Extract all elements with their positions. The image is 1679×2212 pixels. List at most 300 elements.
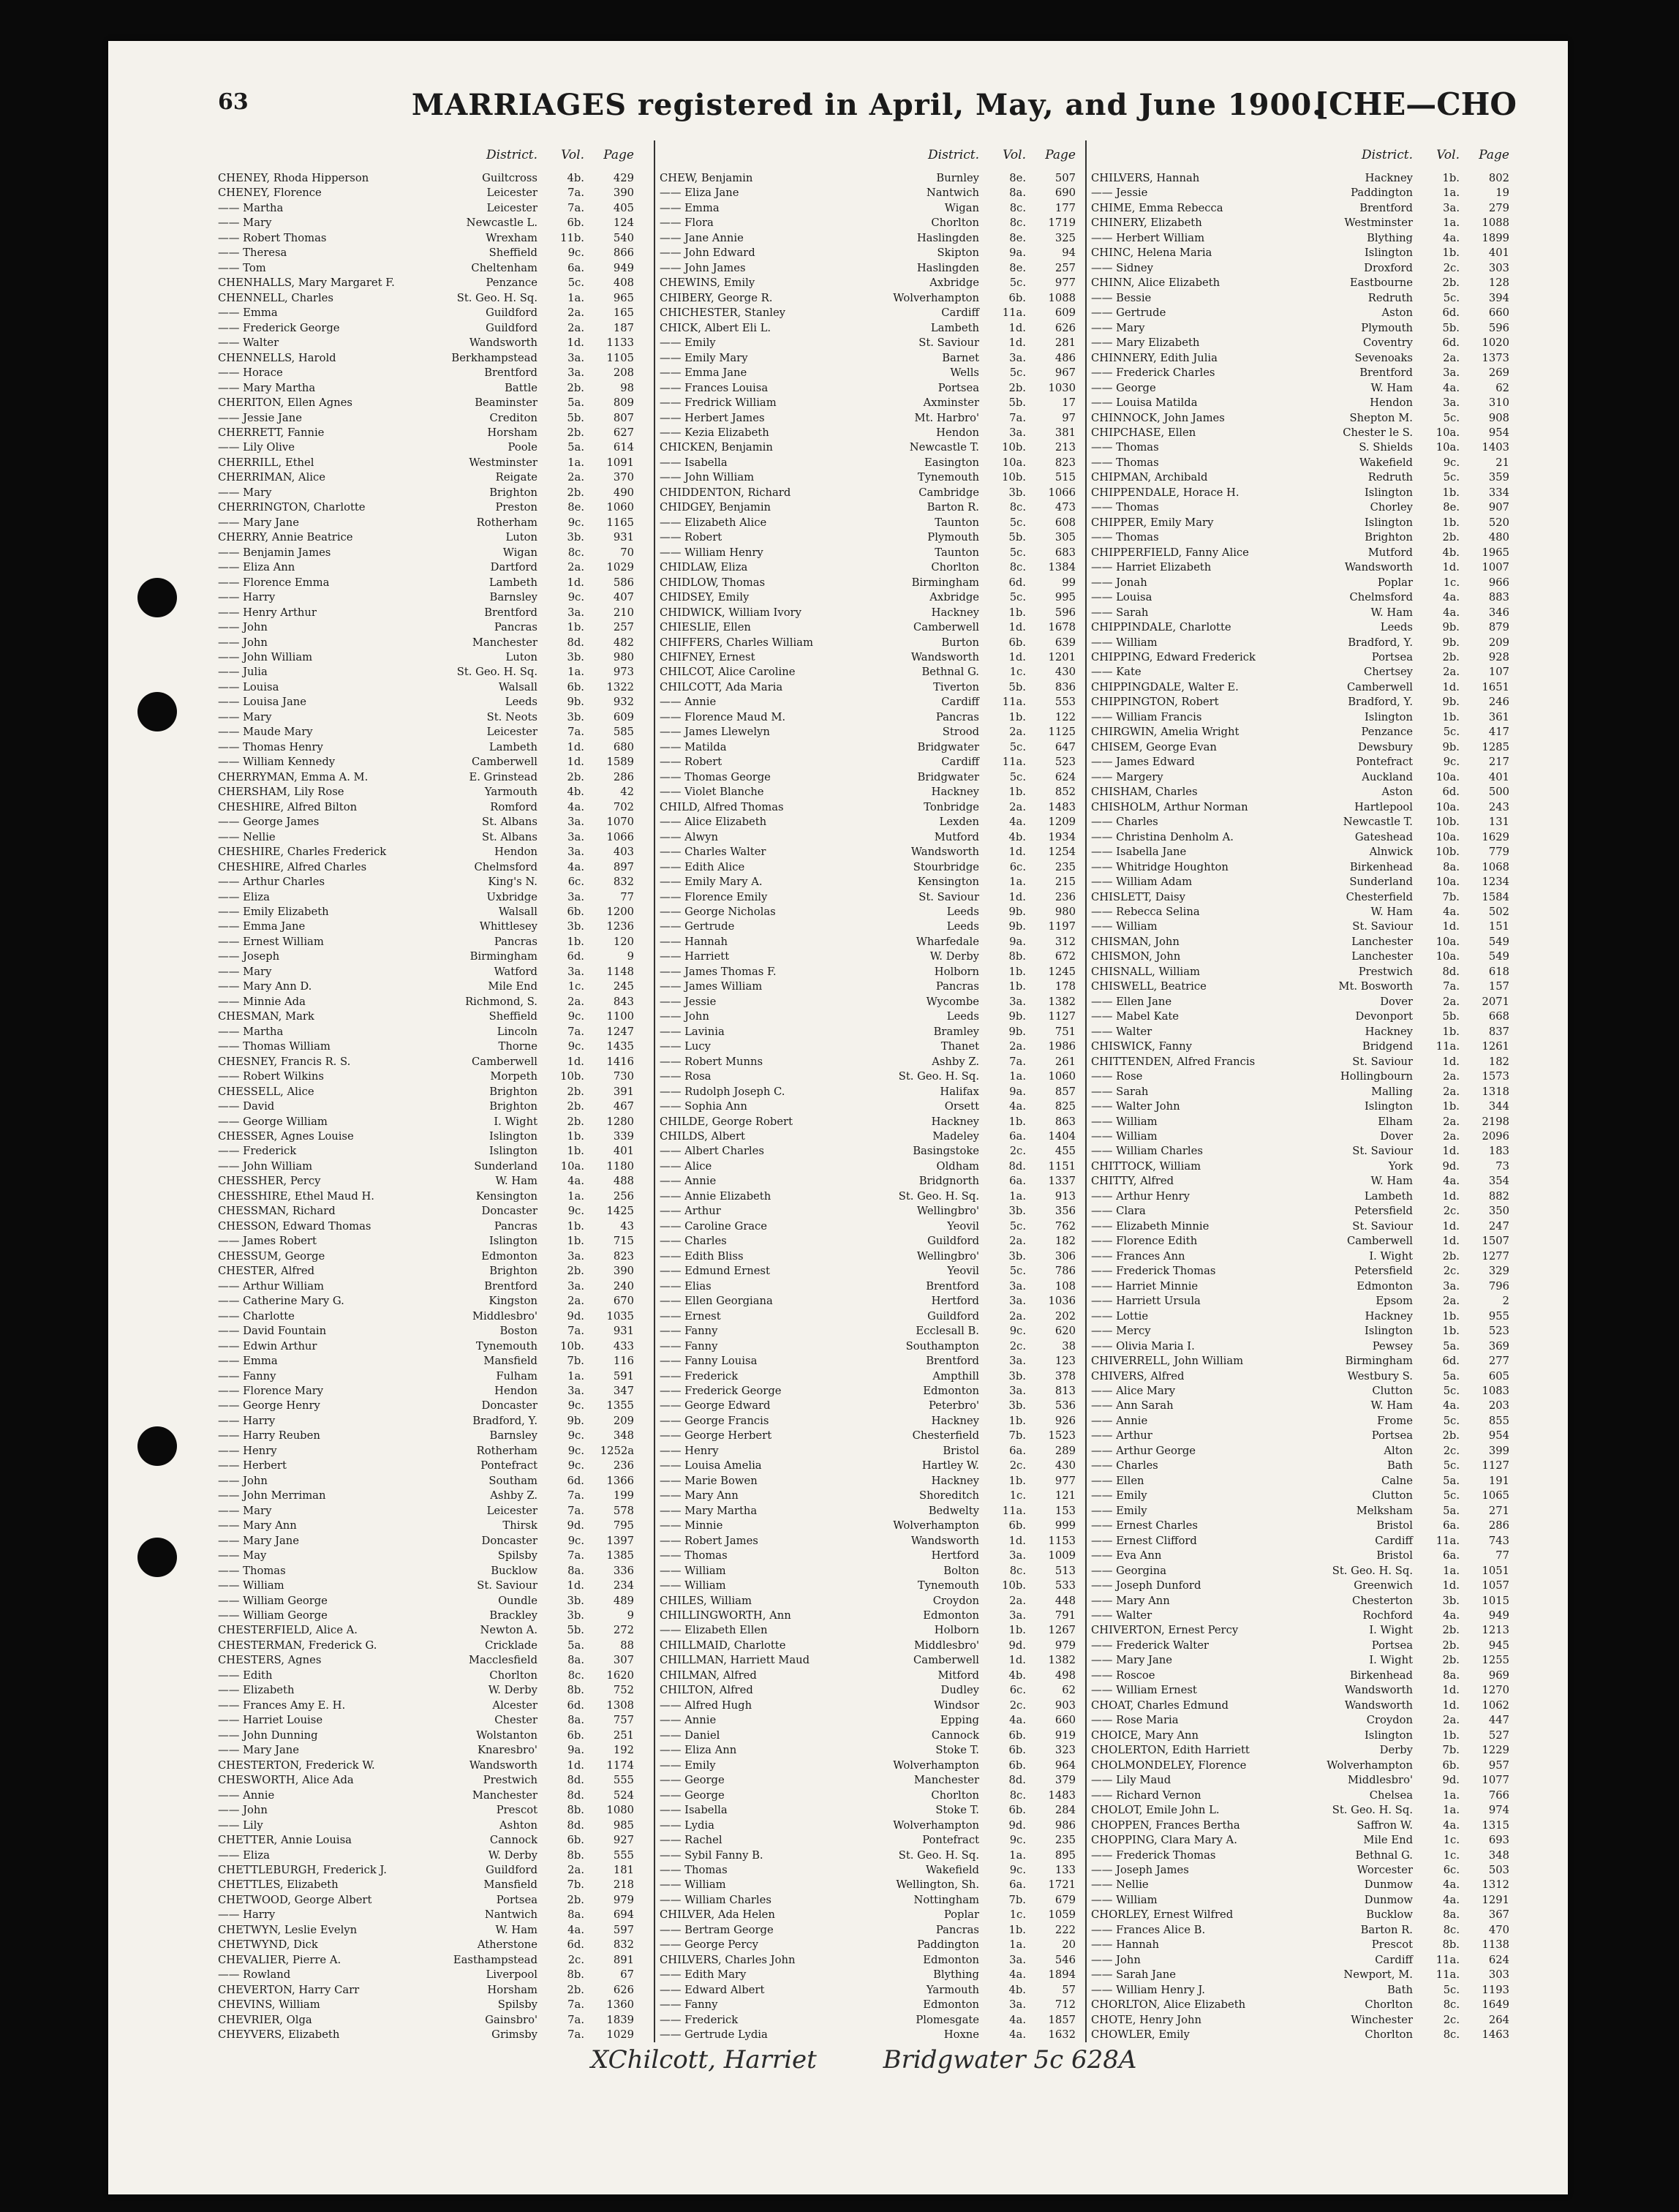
entry-page: 284 [1054, 1804, 1076, 1817]
entry-volume: 5c. [1443, 726, 1460, 739]
register-entry [218, 1832, 638, 1846]
entry-page: 116 [613, 1355, 634, 1368]
entry-volume: 5c. [1009, 740, 1026, 753]
entry-volume: 11b. [560, 231, 584, 244]
entry-district: Petersfield [1354, 1205, 1413, 1218]
entry-name: CHESTERFIELD, Alice A. [218, 1624, 358, 1637]
entry-district: Edmonton [923, 1953, 979, 1966]
entry-district: Wolverhampton [893, 1758, 979, 1772]
entry-district: Croydon [932, 1594, 979, 1607]
entry-page: 401 [1488, 770, 1509, 783]
entry-page: 791 [1054, 1609, 1076, 1622]
entry-volume: 3a. [567, 965, 584, 978]
entry-volume: 9c. [1009, 1325, 1026, 1338]
entry-name: —— Louisa [1091, 591, 1152, 604]
entry-district: Leicester [486, 187, 537, 200]
entry-district: Lambeth [488, 576, 537, 589]
entry-volume: 3b. [1008, 1249, 1026, 1263]
entry-district: Hartlepool [1354, 800, 1413, 813]
entry-page: 38 [1062, 1339, 1076, 1353]
register-entry [218, 1547, 638, 1562]
entry-volume: 2c. [1443, 1205, 1460, 1218]
entry-district: Penzance [1361, 726, 1413, 739]
entry-district: Cricklade [485, 1639, 537, 1652]
entry-page: 702 [613, 800, 634, 813]
entry-district: Thirsk [502, 1519, 537, 1532]
annotation-name: XChilcott, Harriet [591, 2045, 817, 2074]
entry-district: Hackney [1365, 1025, 1413, 1038]
entry-volume: 6a. [567, 261, 584, 274]
entry-volume: 9c. [567, 1010, 584, 1023]
register-entry [218, 529, 638, 543]
entry-name: —— Flora [660, 217, 714, 230]
entry-volume: 8b. [567, 1848, 584, 1862]
entry-name: —— Charles [1091, 816, 1158, 829]
entry-volume: 6b. [567, 1834, 584, 1847]
entry-volume: 1b. [1442, 710, 1460, 723]
entry-name: CHOPPEN, Frances Bertha [1091, 1818, 1240, 1832]
entry-volume: 1c. [1009, 666, 1026, 679]
entry-district: Pancras [935, 980, 979, 993]
entry-page: 367 [1488, 1908, 1509, 1922]
entry-name: —— Elizabeth Ellen [660, 1624, 768, 1637]
entry-name: —— Rowland [218, 1968, 291, 1982]
entry-page: 94 [1062, 247, 1076, 260]
entry-district: Manchester [913, 1774, 979, 1787]
entry-page: 837 [1488, 1025, 1509, 1038]
entry-page: 390 [613, 1265, 634, 1278]
entry-name: —— Isabella [660, 456, 728, 469]
register-entry [1091, 469, 1514, 484]
entry-page: 210 [613, 606, 634, 619]
register-entry [218, 1517, 638, 1532]
entry-page: 1267 [1048, 1624, 1076, 1637]
entry-name: —— William Adam [1091, 876, 1193, 889]
entry-name: —— James Edward [1091, 756, 1195, 769]
entry-district: Hollingbourn [1340, 1070, 1413, 1083]
entry-district: Brighton [489, 1100, 537, 1113]
entry-district: Yarmouth [926, 1983, 979, 1996]
entry-page: 540 [613, 231, 634, 244]
register-entry [218, 1412, 638, 1427]
register-entry [1091, 1098, 1514, 1113]
entry-name: CHETWOOD, George Albert [218, 1893, 372, 1906]
entry-name: —— Ernest Charles [1091, 1519, 1198, 1532]
entry-volume: 7a. [567, 1489, 584, 1502]
entry-district: Poplar [943, 1908, 979, 1922]
register-entry [660, 1982, 1080, 1996]
entry-volume: 9b. [1442, 740, 1460, 753]
entry-name: CHILLMAID, Charlotte [660, 1639, 786, 1652]
register-entry [218, 499, 638, 514]
entry-district: Pontefract [922, 1834, 979, 1847]
entry-name: —— Jessie [660, 995, 717, 1008]
entry-name: CHIDLOW, Thomas [660, 576, 766, 589]
entry-name: —— Emma Jane [660, 366, 747, 380]
entry-volume: 3a. [1009, 426, 1026, 439]
entry-page: 370 [613, 471, 634, 484]
register-entry [660, 1502, 1080, 1517]
entry-name: —— Florence Mary [218, 1384, 324, 1397]
entry-page: 264 [1488, 2013, 1509, 2026]
entry-name: CHOLOT, Emile John L. [1091, 1804, 1220, 1817]
entry-name: —— Arthur William [218, 1279, 324, 1293]
entry-district: Madeley [932, 1130, 979, 1143]
entry-volume: 10a. [1435, 830, 1460, 843]
entry-page: 447 [1488, 1714, 1509, 1727]
entry-name: —— William George [218, 1594, 328, 1607]
entry-name: —— Alwyn [660, 830, 718, 843]
entry-page: 215 [1054, 876, 1076, 889]
entry-district: Hendon [936, 426, 979, 439]
register-entry [218, 933, 638, 948]
entry-volume: 3a. [1443, 396, 1460, 410]
entry-district: Easington [924, 456, 979, 469]
register-entry [1091, 424, 1514, 439]
entry-volume: 8c. [1009, 1564, 1026, 1577]
entry-page: 1986 [1048, 1040, 1076, 1053]
register-entry [1091, 948, 1514, 963]
register-entry [1091, 1203, 1514, 1217]
entry-volume: 1c. [1009, 1489, 1026, 1502]
entry-volume: 7a. [567, 1549, 584, 1562]
entry-name: CHILVER, Ada Helen [660, 1908, 775, 1922]
entry-district: Newport, M. [1343, 1968, 1413, 1982]
entry-page: 549 [1488, 935, 1509, 948]
entry-district: Chorlton [489, 1669, 537, 1682]
entry-name: —— Emily Elizabeth [218, 905, 329, 918]
entry-page: 199 [613, 1489, 634, 1502]
entry-volume: 2b. [1442, 531, 1460, 544]
register-column [654, 140, 1080, 2042]
register-entry [1091, 783, 1514, 798]
register-entry [1091, 1427, 1514, 1442]
entry-volume: 2c. [1443, 261, 1460, 274]
entry-volume: 3b. [567, 1609, 584, 1622]
entry-volume: 9c. [567, 1459, 584, 1472]
entry-page: 586 [613, 576, 634, 589]
entry-page: 1060 [606, 501, 634, 514]
entry-district: Middlesbro' [1347, 1774, 1413, 1787]
entry-district: Wellington, Sh. [896, 1878, 979, 1892]
entry-name: CHEVERTON, Harry Carr [218, 1983, 360, 1996]
entry-volume: 3b. [567, 1594, 584, 1607]
entry-name: CHISMAN, John [1091, 935, 1180, 948]
entry-district: Manchester [472, 1788, 537, 1802]
entry-name: —— George Henry [218, 1399, 320, 1412]
entry-volume: 5c. [1443, 1414, 1460, 1427]
entry-volume: 6d. [567, 1938, 584, 1952]
entry-page: 1009 [1048, 1549, 1076, 1562]
entry-volume: 2c. [1009, 1459, 1026, 1472]
register-entry [218, 1922, 638, 1936]
entry-volume: 2b. [567, 486, 584, 499]
entry-district: Brentford [926, 1355, 979, 1368]
entry-volume: 7a. [567, 201, 584, 214]
entry-page: 203 [1488, 1399, 1509, 1412]
register-entry [1091, 1787, 1514, 1802]
entry-page: 213 [1054, 441, 1076, 454]
register-entry [1091, 290, 1514, 304]
entry-district: St. Saviour [918, 890, 979, 903]
register-entry [1091, 1742, 1514, 1756]
entry-district: Brentford [1359, 201, 1413, 214]
register-entry [660, 1323, 1080, 1337]
entry-district: Hackney [1365, 1309, 1413, 1323]
entry-volume: 10a. [1002, 456, 1026, 469]
entry-district: Stourbridge [913, 860, 979, 873]
register-entry [660, 1338, 1080, 1353]
entry-page: 236 [613, 1459, 634, 1472]
entry-volume: 5a. [1443, 1474, 1460, 1487]
entry-district: Portsea [1371, 1429, 1413, 1442]
entry-page: 1308 [606, 1698, 634, 1712]
entry-page: 209 [1488, 636, 1509, 649]
entry-name: —— George James [218, 816, 320, 829]
entry-page: 1397 [606, 1534, 634, 1547]
entry-district: Walsall [498, 905, 537, 918]
entry-district: Leeds [946, 905, 979, 918]
register-entry [1091, 454, 1514, 469]
entry-page: 1015 [1482, 1594, 1509, 1607]
entry-volume: 2a. [1443, 1295, 1460, 1308]
entry-page: 627 [613, 426, 634, 439]
entry-page: 279 [1488, 201, 1509, 214]
register-entry [660, 170, 1080, 184]
entry-volume: 2b. [567, 1085, 584, 1098]
register-entry [1091, 2026, 1514, 2041]
entry-page: 1373 [1482, 351, 1509, 364]
entry-district: Guildford [486, 1863, 537, 1876]
entry-page: 1088 [1482, 217, 1509, 230]
entry-district: Tynemouth [917, 1579, 979, 1592]
entry-district: Chorlton [1365, 1998, 1413, 2012]
register-entry [218, 1622, 638, 1636]
entry-name: —— Albert Charles [660, 1145, 764, 1158]
entry-volume: 2c. [567, 1953, 584, 1966]
entry-volume: 1a. [1443, 1564, 1460, 1577]
entry-page: 624 [1488, 1953, 1509, 1966]
entry-district: Manchester [472, 636, 537, 649]
register-entry [1091, 1547, 1514, 1562]
entry-volume: 9a. [1009, 1085, 1026, 1098]
entry-volume: 7a. [567, 1025, 584, 1038]
entry-volume: 5b. [567, 1624, 584, 1637]
entry-name: —— Henry [660, 1444, 719, 1457]
register-entry [660, 380, 1080, 394]
entry-district: Islington [488, 1145, 537, 1158]
register-entry [660, 649, 1080, 663]
register-entry [218, 184, 638, 199]
register-entry [660, 709, 1080, 723]
entry-name: —— Eliza Jane [660, 187, 739, 200]
entry-name: —— George Nicholas [660, 905, 776, 918]
entry-district: Croydon [1366, 1714, 1413, 1727]
entry-page: 235 [1054, 860, 1076, 873]
register-entry [1091, 1876, 1514, 1891]
entry-name: —— William [660, 1878, 726, 1892]
entry-page: 679 [1054, 1893, 1076, 1906]
entry-name: CHISWELL, Beatrice [1091, 980, 1207, 993]
entry-district: Calne [1381, 1474, 1413, 1487]
entry-page: 1165 [606, 516, 634, 529]
entry-volume: 8a. [567, 1908, 584, 1922]
entry-name: —— Eva Ann [1091, 1549, 1162, 1562]
entry-page: 391 [613, 1085, 634, 1098]
entry-name: CHILDS, Albert [660, 1130, 745, 1143]
register-entry [1091, 1802, 1514, 1816]
entry-name: —— James Llewelyn [660, 726, 770, 739]
entry-district: Brentford [484, 366, 537, 380]
entry-district: Aston [1381, 786, 1413, 799]
register-entry [1091, 514, 1514, 529]
entry-district: Chesterfield [912, 1429, 979, 1442]
entry-district: Alton [1384, 1444, 1413, 1457]
entry-volume: 5b. [567, 411, 584, 424]
register-entry [1091, 1682, 1514, 1696]
entry-district: Wells [950, 366, 979, 380]
entry-name: —— Annie [660, 696, 717, 709]
entry-volume: 9c. [567, 1534, 584, 1547]
entry-district: Coventry [1363, 336, 1413, 350]
register-entry [218, 1128, 638, 1143]
register-entry [660, 1532, 1080, 1547]
entry-district: W. Ham [1370, 1175, 1413, 1188]
entry-name: CHOICE, Mary Ann [1091, 1728, 1199, 1742]
entry-volume: 1b. [567, 1145, 584, 1158]
entry-name: —— Mary [218, 486, 272, 499]
entry-district: Leicester [486, 201, 537, 214]
entry-volume: 4a. [1443, 1175, 1460, 1188]
entry-name: CHIPPENDALE, Horace H. [1091, 486, 1240, 499]
entry-name: —— Georgina [1091, 1564, 1166, 1577]
entry-name: —— Emily [1091, 1489, 1147, 1502]
entry-volume: 2c. [1009, 1339, 1026, 1353]
entry-volume: 3a. [1009, 1279, 1026, 1293]
register-entry [218, 1966, 638, 1981]
entry-name: CHESSHER, Percy [218, 1175, 321, 1188]
entry-volume: 8a. [567, 1714, 584, 1727]
entry-district: Hackney [931, 606, 979, 619]
entry-volume: 2a. [567, 561, 584, 574]
entry-page: 964 [1054, 1758, 1076, 1772]
register-entry [660, 1173, 1080, 1187]
entry-district: St. Geo. H. Sq. [456, 291, 537, 304]
entry-volume: 8e. [1009, 172, 1026, 184]
entry-page: 1523 [1048, 1429, 1076, 1442]
entry-page: 272 [613, 1624, 634, 1637]
entry-name: —— Edith Alice [660, 860, 745, 873]
entry-page: 403 [613, 846, 634, 859]
entry-name: —— Louisa Matilda [1091, 396, 1198, 410]
entry-district: King's N. [488, 876, 537, 889]
entry-name: —— Rosa [660, 1070, 712, 1083]
entry-district: St. Saviour [1352, 1145, 1413, 1158]
entry-district: Clutton [1372, 1489, 1413, 1502]
entry-volume: 10a. [560, 1159, 584, 1173]
entry-page: 1180 [606, 1159, 634, 1173]
entry-volume: 5a. [1443, 1339, 1460, 1353]
entry-name: —— Sarah [1091, 1085, 1149, 1098]
register-entry [218, 230, 638, 244]
register-entry [660, 1697, 1080, 1712]
register-entry [660, 1936, 1080, 1951]
entry-name: —— Matilda [660, 740, 727, 753]
entry-volume: 10a. [1435, 876, 1460, 889]
register-entry [660, 993, 1080, 1008]
entry-page: 609 [1054, 306, 1076, 320]
entry-name: —— Charlotte [218, 1309, 295, 1323]
register-entry [218, 1218, 638, 1233]
entry-district: Burnley [936, 172, 979, 184]
entry-name: —— Elizabeth [218, 1684, 295, 1697]
entry-name: CHESTERTON, Frederick W. [218, 1758, 375, 1772]
entry-volume: 4a. [567, 800, 584, 813]
register-entry [660, 619, 1080, 633]
entry-name: —— Minnie [660, 1519, 723, 1532]
entry-district: Lambeth [488, 740, 537, 753]
entry-name: CHESSER, Agnes Louise [218, 1130, 354, 1143]
entry-page: 88 [620, 1639, 634, 1652]
entry-district: Sunderland [1349, 876, 1413, 889]
entry-volume: 3b. [1442, 1594, 1460, 1607]
entry-volume: 2a. [1443, 1714, 1460, 1727]
entry-page: 234 [613, 1579, 634, 1592]
entry-district: Newcastle L. [466, 217, 537, 230]
entry-district: Richmond, S. [465, 995, 537, 1008]
entry-page: 825 [1054, 1100, 1076, 1113]
entry-name: —— Edmund Ernest [660, 1265, 770, 1278]
entry-name: —— Arthur [660, 1205, 721, 1218]
entry-volume: 2c. [1009, 1698, 1026, 1712]
entry-volume: 9d. [1008, 1818, 1026, 1832]
entry-name: CHIFFERS, Charles William [660, 636, 813, 649]
register-entry [218, 469, 638, 484]
entry-name: —— Harry Reuben [218, 1429, 320, 1442]
entry-volume: 4a. [1443, 381, 1460, 394]
entry-district: Chester le S. [1343, 426, 1413, 439]
entry-page: 303 [1488, 261, 1509, 274]
entry-volume: 1b. [1008, 1624, 1026, 1637]
register-entry [1091, 2012, 1514, 2026]
register-entry [218, 410, 638, 424]
entry-volume: 3a. [1009, 1384, 1026, 1397]
register-entry [218, 274, 638, 289]
entry-volume: 9a. [1009, 247, 1026, 260]
entry-page: 433 [613, 1339, 634, 1353]
entry-district: Westbury S. [1347, 1369, 1413, 1382]
entry-page: 334 [1488, 486, 1509, 499]
entry-page: 503 [1488, 1863, 1509, 1876]
entry-volume: 6c. [567, 876, 584, 889]
entry-district: St. Geo. H. Sq. [1332, 1804, 1413, 1817]
entry-name: —— James Thomas F. [660, 965, 777, 978]
entry-district: St. Geo. H. Sq. [898, 1070, 979, 1083]
entry-district: Easthampstead [453, 1953, 537, 1966]
entry-page: 932 [613, 696, 634, 709]
register-entry [1091, 410, 1514, 424]
entry-name: —— Robert James [660, 1534, 758, 1547]
register-entry [660, 1517, 1080, 1532]
entry-name: —— Clara [1091, 1205, 1146, 1218]
register-entry [1091, 214, 1514, 229]
entry-volume: 6a. [1009, 1444, 1026, 1457]
entry-district: Beaminster [475, 396, 537, 410]
register-entry [218, 1697, 638, 1712]
entry-page: 596 [1488, 321, 1509, 334]
register-entry [1091, 933, 1514, 948]
register-entry [218, 993, 638, 1008]
